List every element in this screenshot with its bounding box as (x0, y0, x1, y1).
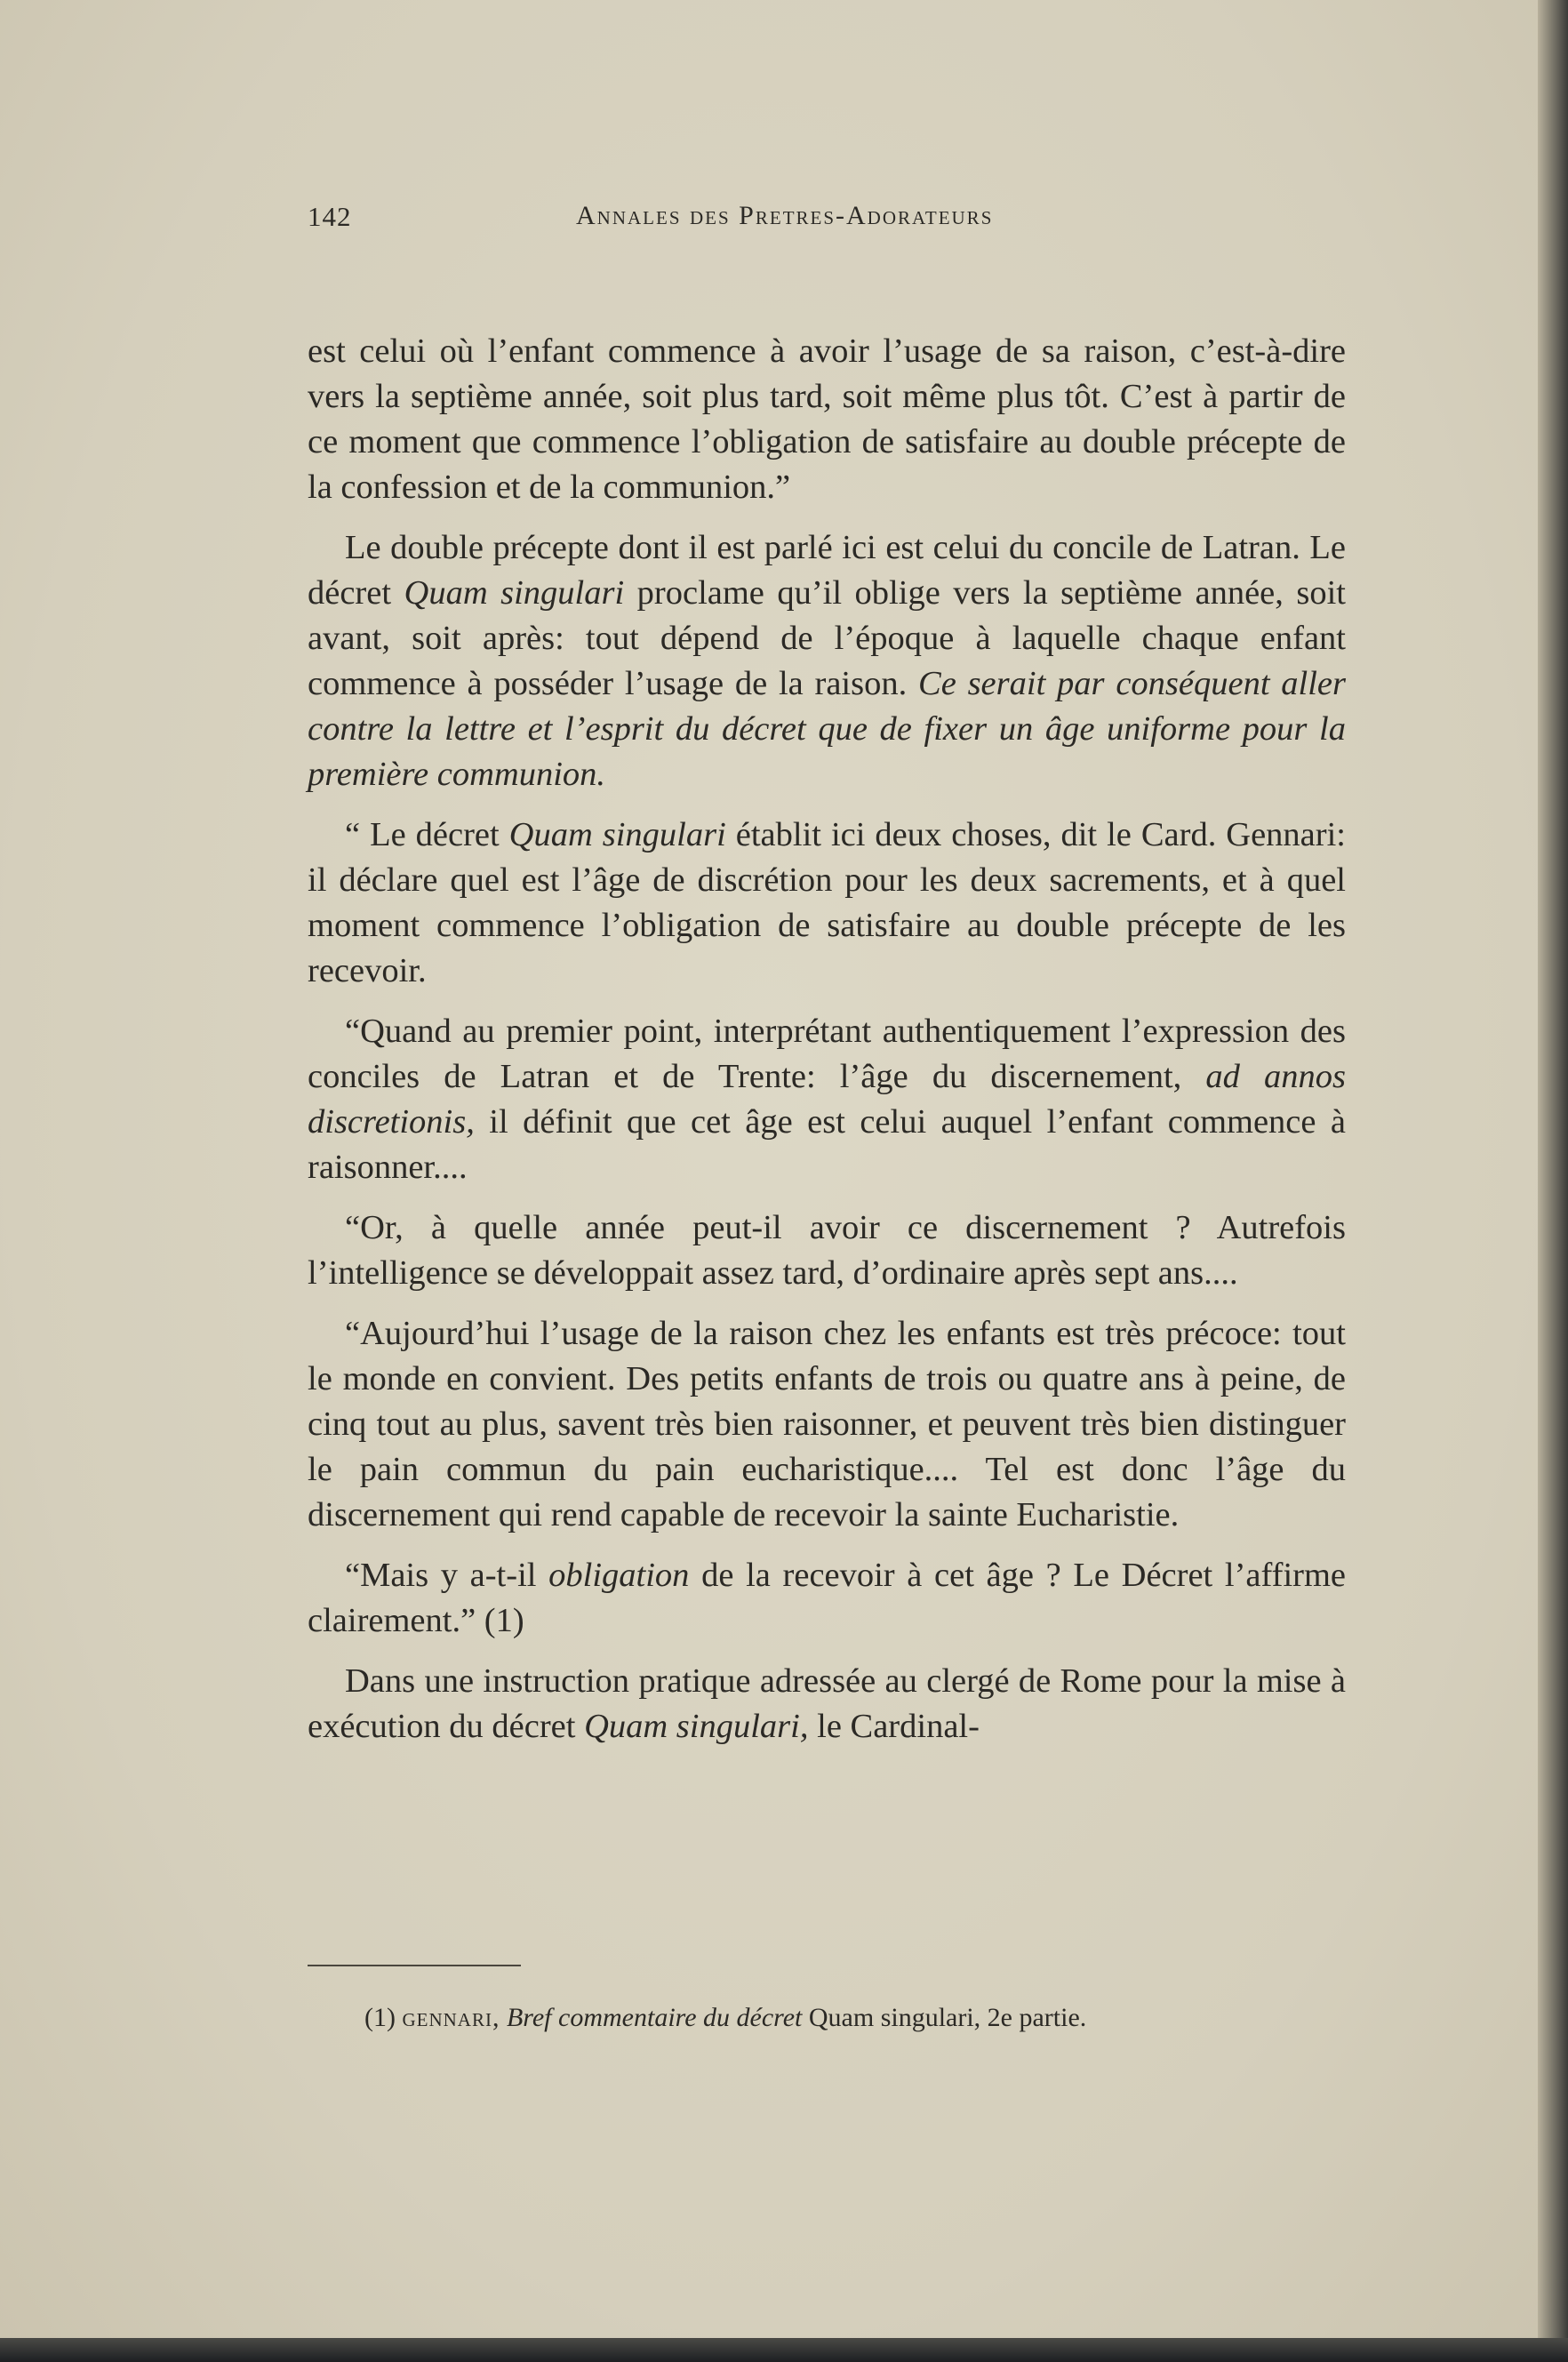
running-title: Annales des Pretres-Adorateurs (576, 201, 994, 230)
italic-text: Quam singulari (404, 574, 625, 612)
running-head (308, 201, 1090, 236)
text-run: “Mais y a-t-il (345, 1557, 549, 1594)
paragraph (308, 813, 1346, 994)
italic-text: ad annos discretionis, (308, 1058, 1346, 1141)
paragraph (308, 1659, 1346, 1749)
footnote-marker: (1) (364, 2003, 396, 2032)
text-run: “Or, à quelle année peut-il avoir ce discernement ? Autrefois l’intelligence se développait assez tard, d’ordinaire après sept ans.... (308, 1209, 1346, 1292)
paragraph (308, 1009, 1346, 1190)
text-run: “Quand au premier point, interprétant authentiquement l’expression des conciles de Latran et de Trente: l’âge du discernement, (308, 1013, 1346, 1095)
paragraph (308, 1311, 1346, 1538)
text-run: il définit que cet âge est celui auquel l’enfant commence à raisonner.... (308, 1103, 1346, 1186)
italic-text: Quam singulari (508, 816, 726, 853)
text-run: “ Le décret (345, 816, 509, 853)
italic-text: obligation (548, 1557, 690, 1594)
italic-text: Quam singulari, (584, 1708, 809, 1745)
text-run: “Aujourd’hui l’usage de la raison chez les enfants est très précoce: tout le monde en convient. Des petits enfants de trois ou quatre ans à peine, de cinq tout au plus, savent très bien raisonner, et peuvent très bien distinguer le pain commun du pain eucharistique.... Tel est donc l’âge du discernement qui rend capable de recevoir la sainte Eucharistie. (308, 1315, 1346, 1533)
italic-text: Ce serait par conséquent aller contre la lettre et l’esprit du décret que de fixer un âge uniforme pour la première communion. (308, 665, 1347, 793)
footnote-author: gennari, (402, 2003, 500, 2032)
book-spine-edge (1538, 0, 1568, 2362)
text-run: le Cardinal- (808, 1708, 980, 1745)
text-run: proclame qu’il oblige vers la septième année, soit avant, soit après: tout dépend de l’époque à laquelle chaque enfant commence à posséder l’usage de la raison. (308, 574, 1346, 702)
paragraph (308, 329, 1346, 510)
body-text (308, 329, 1346, 1765)
text-run: Le double précepte dont il est parlé ici est celui du concile de Latran. Le décret (308, 529, 1346, 612)
scan-bottom-edge (0, 2338, 1568, 2362)
text-run: est celui où l’enfant commence à avoir l’usage de sa raison, c’est-à-dire vers la septième année, soit plus tard, soit même plus tôt. C’est à partir de ce moment que commence l’obligation de satisfaire au double précepte de la confession et de la communion.” (308, 332, 1346, 506)
text-run: de la recevoir à cet âge ? Le Décret l’affirme clairement.” (1) (308, 1557, 1346, 1639)
text-run: Dans une instruction pratique adressée au clergé de Rome pour la mise à exécution du décret (308, 1662, 1346, 1745)
footnote-work-title: Bref commentaire du décret (506, 2003, 803, 2032)
paragraph (308, 1205, 1346, 1296)
footnote-rest: Quam singulari, 2e partie. (808, 2003, 1087, 2032)
text-run: établit ici deux choses, dit le Card. Gennari: il déclare quel est l’âge de discrétion pour les deux sacrements, et à quel moment commence l’obligation de satisfaire au double précepte de les recevoir. (308, 816, 1346, 989)
footnote-divider (308, 1965, 521, 1966)
paragraph (308, 525, 1346, 797)
page-number: 142 (308, 201, 352, 232)
paragraph (308, 1553, 1346, 1644)
footnote (364, 2000, 1360, 2036)
